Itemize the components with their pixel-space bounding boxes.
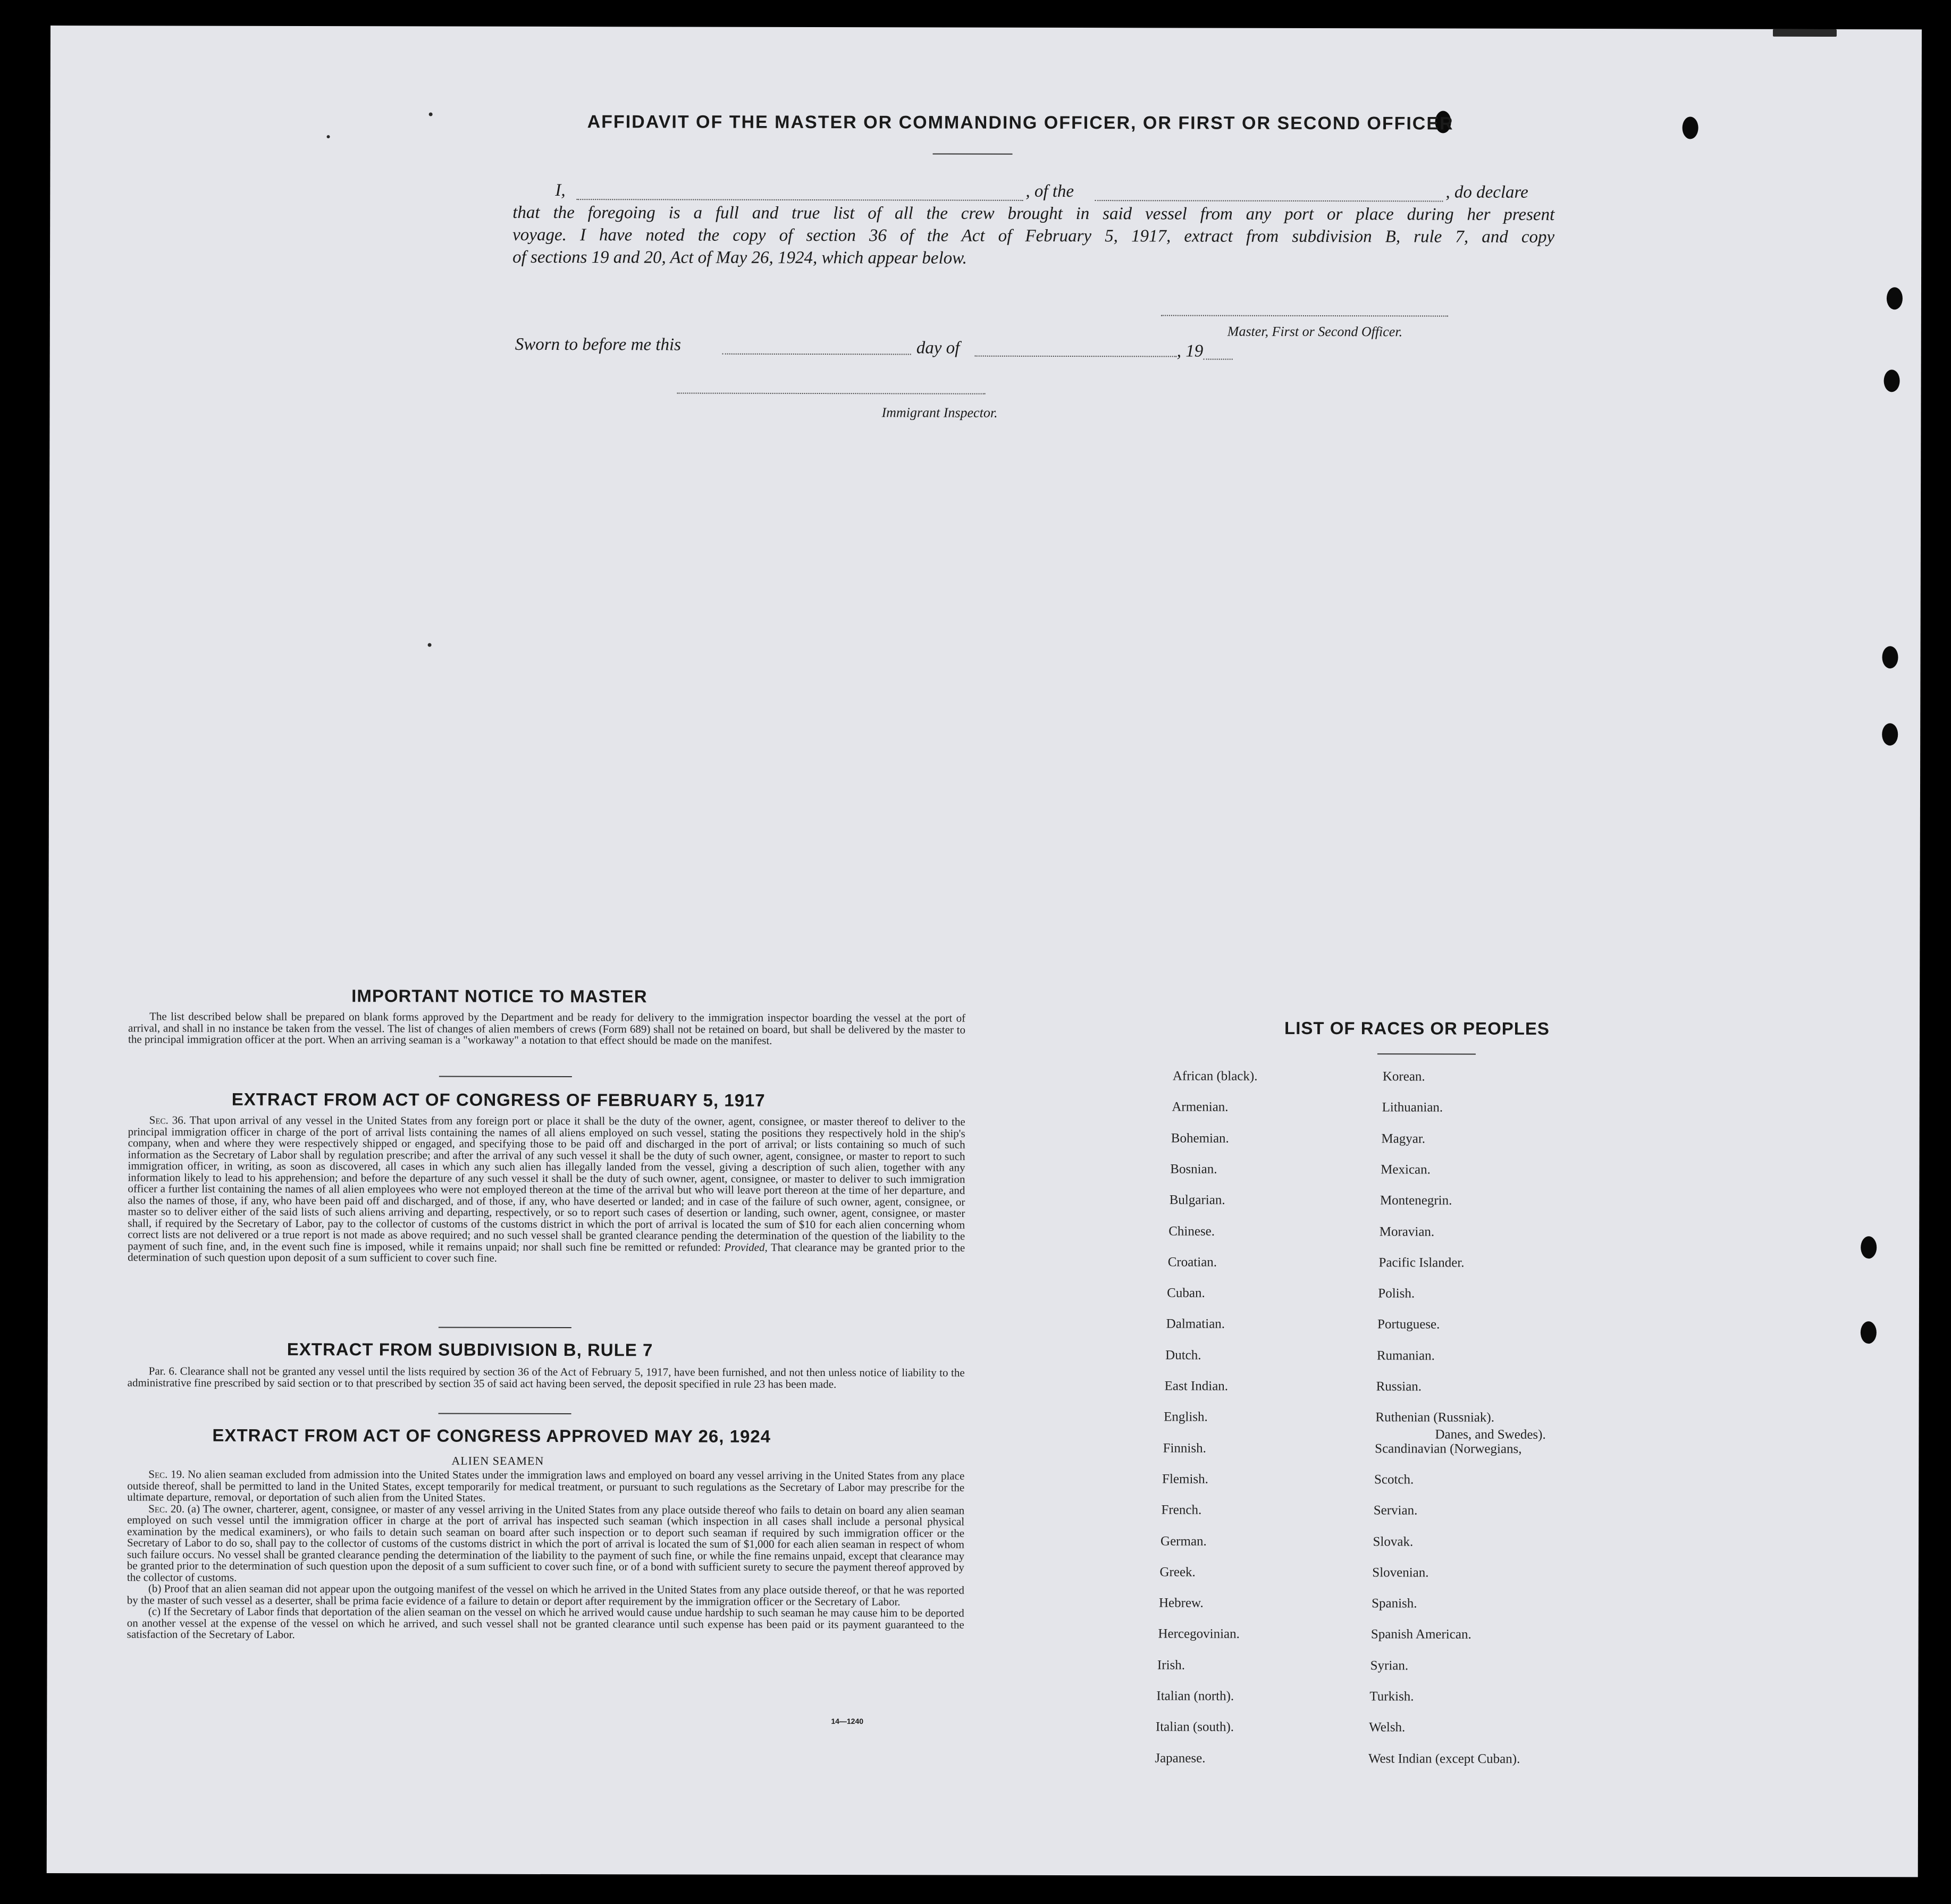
affidavit-line-3: voyage. I have noted the copy of section 36 of the Act of February 5, 1917, extract from subdivision B, rule 7, and copy [512,225,1555,247]
affidavit-title: AFFIDAVIT OF THE MASTER OR COMMANDING OFFICER, OR FIRST OR SECOND OFFICER [587,112,1454,134]
section-rule [439,1076,572,1078]
race-item: Japanese. [1155,1750,1206,1766]
race-item: Chinese. [1168,1223,1215,1239]
punch-hole [1882,723,1898,745]
day-of-text: day of [916,338,960,358]
race-item: Bohemian. [1171,1131,1229,1146]
affidavit-line-4: of sections 19 and 20, Act of May 26, 1924, which appear below. [512,247,967,268]
sec-20a-body: (a) The owner, charterer, agent, consignee, or master of any vessel arriving in the United States from any place outside thereof who fails to detain on board any alien seaman employed on such vessel until the immigration officer in charge at the port of arrival has inspected such seaman (which inspection in all cases shall include a personal physical examination by the medical examiners), or who fails to detain such seaman on board after such inspection or to deport such seaman if required by such immigration officer or the Secretary of Labor to do so, shall pay to the collector of customs of the customs district in which the port of arrival is located the sum of $1,000 for each alien seaman in respect of whom such failure occurs. No vessel shall be granted clearance pending the determination of the liability to the payment of such fine, or while the fine remains unpaid, except that clearance may be granted prior to the determination of such question upon the deposit of a sum sufficient to cover such fine, or of a bond with sufficient surety to secure the payment thereof approved by the collector of customs. [127,1502,965,1584]
extract-1924-title: EXTRACT FROM ACT OF CONGRESS APPROVED MAY 26, 1924 [212,1425,771,1446]
race-item: Armenian. [1172,1100,1229,1114]
pronoun-i: I, [555,180,566,200]
inspector-caption: Immigrant Inspector. [881,405,998,421]
notice-title: IMPORTANT NOTICE TO MASTER [351,986,647,1006]
punch-hole [1882,646,1898,668]
extract-1917-text [128,1114,965,1265]
sec-36-body: That upon arrival of any vessel in the United States from any foreign port or place it shall be the duty of the owner, agent, consignee, or master thereof to deliver to the principal immigration officer in charge of the port of arrival lists containing the names of all aliens employed on such vessel, stating the positions they respectively hold in the ship's company, when and where they were respectively shipped or engaged, and specifying those to be paid off and discharged in the port of arrival; or lists containing so much of such information as the Secretary of Labor shall by regulation prescribe; and after the arrival of any such vessel it shall be the duty of such owner, agent, consignee, or master to report to such immigration officer, in writing, as soon as discovered, all cases in which any such alien has illegally landed from the vessel, giving a description of such alien, together with any information likely to lead to his apprehension; and before the departure of any such vessel it shall be the duty of such owner, agent, consignee, or master to deliver to such immigration officer a further list containing the names of all alien employees who were not employed thereon at the time of the arrival but who will leave port thereon at the time of her departure, and also the names of those, if any, who have been paid off and discharged, and of those, if any, who have deserted or landed; and in case of the failure of such owner, agent, consignee, or master so to deliver either of the said lists of such aliens arriving and departing, respectively, or so to report such cases of desertion or landing, such owner, agent, consignee, or master shall, if required by the Secretary of Labor, pay to the collector of customs of the customs district in which the port of arrival is located the sum of $10 for each alien concerning whom correct lists are not delivered or a true report is not made as above required; and no such vessel shall be granted clearance pending the determination of the question of the liability to the payment of such fine, and, in the event such fine is imposed, while it remains unpaid; nor shall such fine be remitted or refunded: [128,1113,965,1254]
extract-rule7-text [128,1365,965,1390]
race-item: Ruthenian (Russniak). [1375,1410,1495,1425]
race-item: Hercegovinian. [1158,1626,1240,1642]
race-item: Syrian. [1370,1658,1409,1673]
punch-hole [1861,1321,1877,1344]
sec-20b-body: (b) Proof that an alien seaman did not appear upon the outgoing manifest of the vessel on which he arrived in the United States from any place outside thereof, or that he was reported by the master of such vessel as a deserter, shall be prima facie evidence of a failure to detain or deport after requirement by the immigration officer or the Secretary of Labor. [127,1582,964,1608]
extract-rule7-title: EXTRACT FROM SUBDIVISION B, RULE 7 [287,1339,653,1360]
provided-label: Provided, [724,1240,768,1254]
race-item: Flemish. [1162,1472,1208,1487]
sec-20c-body: (c) If the Secretary of Labor finds that deportation of the alien seaman on the vessel on which he arrived would cause undue hardship to such seaman he may cause him to be deported on another vessel at the expense of the vessel on which he arrived, and such vessel shall not be granted clearance until such expense has been paid or its payment guaranteed to the satisfaction of the Secretary of Labor. [127,1605,964,1641]
speck [1773,29,1837,37]
sec-19-body: No alien seaman excluded from admission into the United States under the immigration laws and employed on board any vessel arriving in the United States from any place outside thereof, shall be permitted to land in the United States, except temporarily for medical treatment, or pursuant to such regulations as the Secretary of Labor may prescribe for the ultimate departure, removal, or deportation of such alien from the United States. [127,1467,965,1504]
alien-seamen-subtitle: ALIEN SEAMEN [451,1454,544,1467]
race-item: French. [1161,1503,1202,1517]
race-item: Irish. [1157,1658,1185,1673]
race-item: Montenegrin. [1380,1193,1452,1208]
rule7-paragraph: Par. 6. Clearance shall not be granted any vessel until the lists required by section 36 of the Act of February 5, 1917, have been furnished, and not then unless notice of liability to the administrative fine prescribed by said section or to that prescribed by section 35 of said act having been served, the deposit specified in rule 23 has been made. [127,1364,965,1390]
race-item: Italian (south). [1155,1720,1234,1734]
race-item: Spanish American. [1370,1627,1471,1642]
declare-text: , do declare [1445,182,1528,202]
punch-hole [1887,287,1903,309]
master-caption: Master, First or Second Officer. [1227,323,1403,340]
speck [327,135,330,138]
race-item: Croatian. [1167,1255,1217,1270]
sec-36-end: That clearance may be granted prior to the determination of such question upon deposit of a sum sufficient to cover such fine. [128,1240,965,1264]
section-rule [439,1413,571,1415]
race-item: German. [1160,1533,1207,1549]
affidavit-line-2: that the foregoing is a full and true list of all the crew brought in said vessel from any port or place during her present [512,203,1555,224]
race-item: Rumanian. [1376,1348,1435,1363]
extract-1924-text [127,1469,965,1642]
sec-36-label: Sec. 36. [149,1113,187,1127]
race-item: Russian. [1376,1379,1422,1394]
title-rule [932,153,1012,154]
speck [428,643,432,647]
document-sheet [47,26,1922,1877]
race-item: English. [1164,1410,1208,1424]
race-item: Finnish. [1163,1440,1206,1456]
race-item: Greek. [1159,1565,1196,1580]
race-item: Turkish. [1369,1689,1414,1704]
sworn-year-field[interactable] [1204,359,1233,360]
race-item: Servian. [1373,1503,1418,1518]
races-title: LIST OF RACES OR PEOPLES [1284,1018,1550,1038]
year-prefix: , 19 [1176,341,1204,361]
race-item: African (black). [1172,1069,1258,1084]
vessel-field[interactable] [1095,200,1443,202]
race-item: Hebrew. [1158,1596,1204,1611]
race-item: West Indian (except Cuban). [1368,1751,1520,1766]
race-item: Dalmatian. [1166,1316,1225,1332]
race-item: Scandinavian (Norwegians, [1375,1441,1522,1456]
race-item: Slovenian. [1372,1565,1429,1580]
punch-hole [1683,116,1698,139]
notice-paragraph: The list described below shall be prepared on blank forms approved by the Department and be ready for delivery to the immigration inspector boarding the vessel at the port of arrival, and shall in no instance be taken from the vessel. The list of changes of alien members of crews (Form 689) shall not be retained on board, but shall be delivered by the master to the principal immigration officer at the port. When an arriving seaman is a "workaway" a notation to that effect should be made on the manifest. [128,1010,966,1047]
race-item: Welsh. [1369,1720,1406,1735]
speck [429,112,433,116]
inspector-signature-field[interactable] [677,392,986,394]
race-item: Mexican. [1381,1162,1431,1177]
section-rule [439,1327,571,1329]
race-item: Italian (north). [1156,1689,1234,1704]
extract-1917-title: EXTRACT FROM ACT OF CONGRESS OF FEBRUARY 5, 1917 [231,1089,766,1110]
race-item: Dutch. [1165,1348,1201,1363]
race-item: Scotch. [1374,1472,1414,1487]
race-item: Lithuanian. [1382,1100,1443,1115]
affidavit-line-1 [512,180,1554,202]
race-item: Slovak. [1373,1534,1414,1549]
punch-hole [1861,1236,1877,1259]
name-field[interactable] [576,199,1023,201]
race-item-continuation: Danes, and Swedes). [1435,1427,1546,1442]
race-item: Polish. [1378,1286,1415,1301]
of-the-text: , of the [1025,181,1074,202]
sworn-day-field[interactable] [722,354,911,355]
sworn-text: Sworn to before me this [515,334,682,355]
sec-20-label: Sec. 20. [148,1502,185,1515]
master-signature-field[interactable] [1161,315,1448,316]
punch-hole [1884,370,1900,392]
race-item: Cuban. [1167,1286,1205,1301]
race-item: Bosnian. [1170,1162,1217,1177]
race-item: East Indian. [1164,1379,1229,1394]
race-item: Spanish. [1372,1596,1417,1611]
notice-text [128,1011,965,1047]
race-item: Portuguese. [1377,1317,1440,1332]
race-item: Pacific Islander. [1378,1255,1465,1270]
race-item: Korean. [1382,1069,1425,1084]
race-item: Moravian. [1379,1224,1435,1239]
race-item: Magyar. [1381,1131,1426,1146]
sec-19-label: Sec. 19. [148,1467,185,1481]
sworn-month-field[interactable] [975,356,1177,357]
race-item: Bulgarian. [1169,1193,1225,1207]
races-title-rule [1377,1053,1476,1054]
form-number: 14—1240 [831,1717,864,1726]
